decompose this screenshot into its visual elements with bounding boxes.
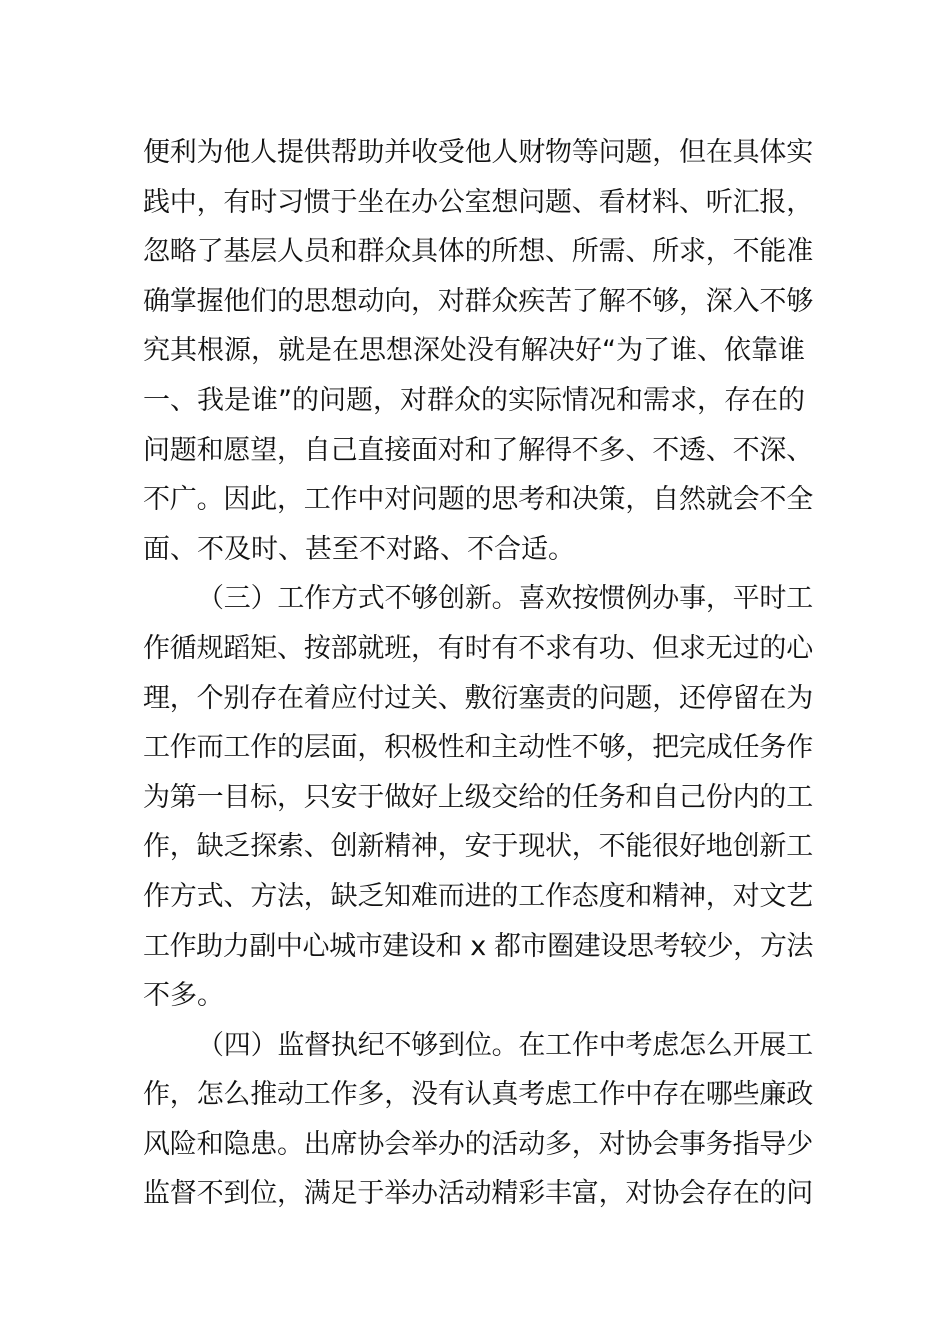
- text-line: 作，怎么推动工作多，没有认真考虑工作中存在哪些廉政: [143, 1079, 813, 1111]
- text-line: 忽略了基层人员和群众具体的所想、所需、所求，不能准: [143, 236, 813, 268]
- text-line: 作方式、方法，缺乏知难而进的工作态度和精神，对文艺: [143, 880, 813, 912]
- text-line: 工作而工作的层面，积极性和主动性不够，把完成任务作: [143, 732, 813, 764]
- text-line: 践中，有时习惯于坐在办公室想问题、看材料、听汇报，: [143, 186, 813, 218]
- document-body: [143, 128, 813, 1219]
- text-line: （三）工作方式不够创新。喜欢按惯例办事，平时工: [197, 583, 813, 615]
- text-line: 理，个别存在着应付过关、敷衍塞责的问题，还停留在为: [143, 682, 813, 714]
- text-line: 一、我是谁”的问题，对群众的实际情况和需求，存在的: [143, 384, 805, 416]
- text-line: 工作助力副中心城市建设和 x 都市圈建设思考较少，方法: [143, 930, 813, 962]
- text-line: 作，缺乏探索、创新精神，安于现状，不能很好地创新工: [143, 831, 813, 863]
- text-line: 确掌握他们的思想动向，对群众疾苦了解不够，深入不够: [143, 285, 813, 317]
- text-line: 面、不及时、甚至不对路、不合适。: [143, 533, 575, 565]
- text-line: 问题和愿望，自己直接面对和了解得不多、不透、不深、: [143, 434, 813, 466]
- text-line: （四）监督执纪不够到位。在工作中考虑怎么开展工: [197, 1029, 813, 1061]
- text-line: 监督不到位，满足于举办活动精彩丰富，对协会存在的问: [143, 1178, 813, 1210]
- text-line: 不广。因此，工作中对问题的思考和决策，自然就会不全: [143, 484, 813, 516]
- text-line: 作循规蹈矩、按部就班，有时有不求有功、但求无过的心: [143, 632, 813, 664]
- text-line: 便利为他人提供帮助并收受他人财物等问题，但在具体实: [143, 137, 813, 168]
- text-line: 究其根源，就是在思想深处没有解决好“为了谁、依靠谁: [143, 335, 805, 367]
- text-line: 不多。: [143, 980, 224, 1012]
- text-line: 为第一目标，只安于做好上级交给的任务和自己份内的工: [143, 781, 813, 813]
- text-line: 风险和隐患。出席协会举办的活动多，对协会事务指导少: [143, 1128, 813, 1160]
